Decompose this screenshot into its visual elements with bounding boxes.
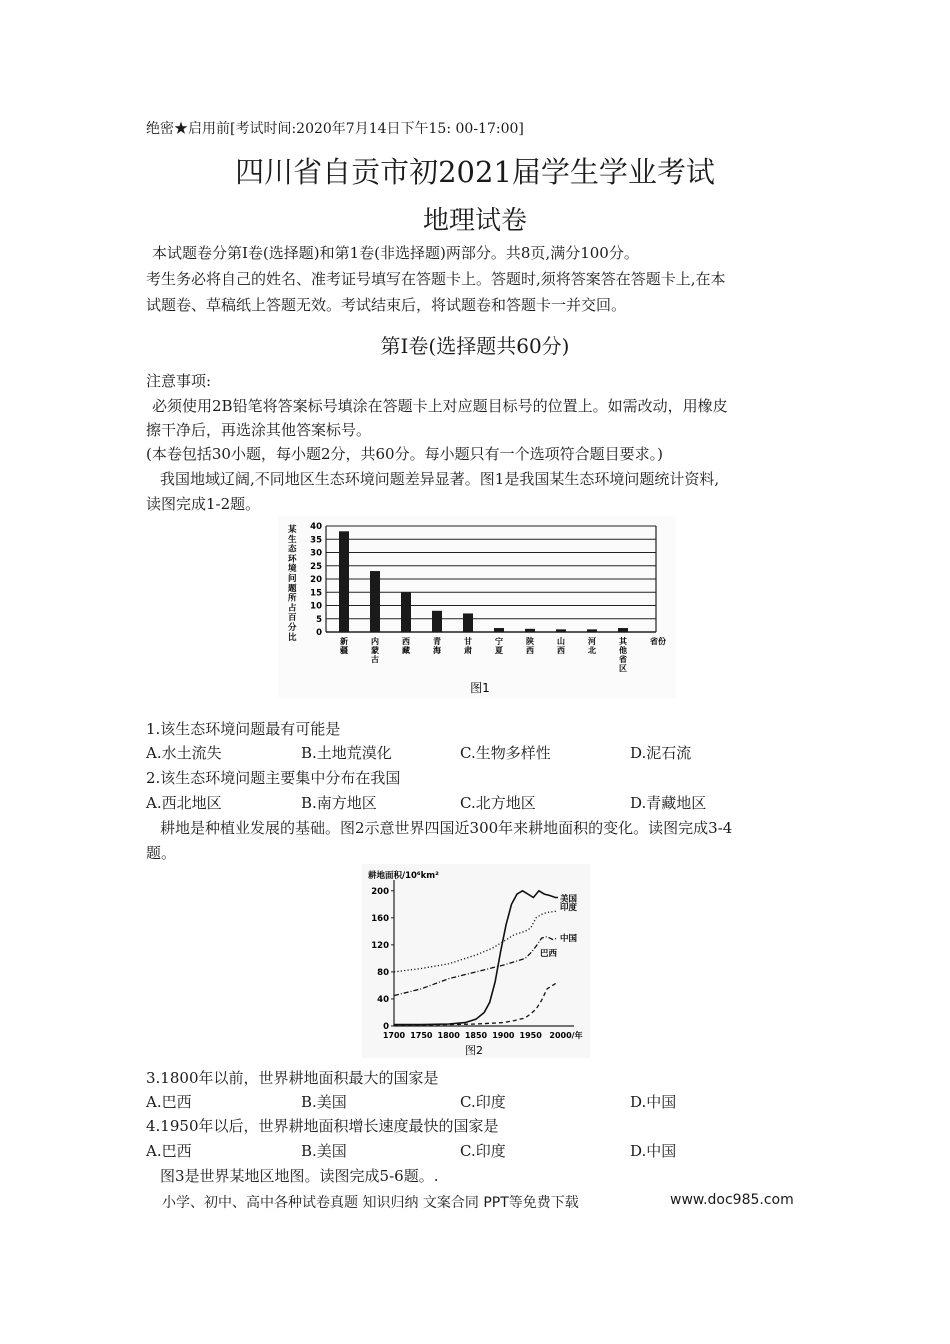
figure-2-series-label: 中国: [560, 934, 578, 945]
question-4-stem: 4.1950年以后，世界耕地面积增长速度最快的国家是: [146, 1117, 499, 1135]
figure-1-ytick-label: 5: [316, 614, 322, 625]
figure-1-bar: [587, 629, 597, 632]
q3-option-c: C.印度: [460, 1093, 506, 1111]
subject-title: 地理试卷: [422, 206, 527, 236]
figure-1-bar: [401, 592, 411, 632]
figure-2-ytick-label: 0: [383, 1022, 389, 1032]
question-3-stem: 3.1800年以前，世界耕地面积最大的国家是: [146, 1069, 439, 1087]
figure-1-bar: [432, 611, 442, 632]
passage3: 图3是世界某地区地图。读图完成5-6题。.: [160, 1167, 439, 1185]
figure-2-ytick-label: 40: [377, 994, 389, 1005]
question-2-stem: 2.该生态环境问题主要集中分布在我国: [146, 769, 401, 787]
passage2-line-2: 题。: [146, 844, 177, 862]
figure-1-bar: [463, 613, 473, 632]
figure-1-ylabel: 某生态环境问题所占百分比: [288, 525, 297, 643]
figure-1-bar: [494, 628, 504, 632]
question-1-stem: 1.该生态环境问题最有可能是: [146, 720, 341, 738]
figure-1-category-label: 宁夏: [495, 637, 503, 655]
figure-2-xtick-label: 1850: [464, 1031, 488, 1040]
q3-option-a: A.巴西: [146, 1093, 192, 1111]
passage1-line-2: 读图完成1-2题。: [146, 495, 261, 513]
figure-1-category-label: 青海: [433, 637, 441, 655]
figure-2-series-label: 美国: [560, 894, 578, 905]
figure-1-ytick-label: 35: [310, 535, 322, 546]
figure-2-xtick-label: 1900: [492, 1031, 515, 1040]
figure-1-bar-chart: [278, 516, 676, 698]
figure-1-category-label: 西藏: [402, 637, 410, 655]
notice-line-1: 必须使用2B铅笔将答案标号填涂在答题卡上对应题目标号的位置上。如需改动，用橡皮: [152, 397, 728, 415]
notice-line-2: 擦干净后，再选涂其他答案标号。: [146, 421, 372, 439]
q1-option-b: B.土地荒漠化: [301, 744, 392, 762]
figure-1-category-label: 内蒙古: [371, 637, 379, 664]
figure-2-ytick-label: 200: [371, 886, 389, 897]
figure-2-xtick-label: 1800: [437, 1031, 460, 1040]
figure-1-caption: 图1: [470, 681, 490, 695]
footer-site: www.doc985.com: [670, 1192, 794, 1208]
q1-option-d: D.泥石流: [630, 744, 692, 762]
figure-2-series-label: 巴西: [540, 949, 558, 960]
figure-1-category-label: 新疆: [340, 637, 348, 655]
figure-1-category-label: 河北: [588, 637, 596, 655]
figure-2-caption: 图2: [465, 1044, 483, 1057]
passage1-line-1: 我国地域辽阔,不同地区生态环境问题差异显著。图1是我国某生态环境问题统计资料,: [160, 470, 720, 488]
q4-option-d: D.中国: [630, 1142, 677, 1160]
figure-1-bar: [525, 629, 535, 632]
figure-2-xtick-label: 1950: [519, 1031, 542, 1040]
figure-1-bar: [556, 629, 566, 632]
passage2-line-1: 耕地是种植业发展的基础。图2示意世界四国近300年来耕地面积的变化。读图完成3-4: [160, 819, 733, 837]
figure-2-xtick-label: 2000/年: [549, 1031, 583, 1040]
intro-line-3: 试题卷、草稿纸上答题无效。考试结束后，将试题卷和答题卡一并交回。: [146, 296, 627, 314]
q4-option-c: C.印度: [460, 1142, 506, 1160]
q2-option-b: B.南方地区: [301, 794, 377, 812]
figure-1-ytick-label: 25: [310, 561, 322, 572]
q4-option-a: A.巴西: [146, 1142, 192, 1160]
notice-label: 注意事项:: [146, 372, 212, 390]
figure-1-ytick-label: 20: [310, 575, 322, 585]
q2-option-a: A.西北地区: [146, 794, 222, 812]
figure-2-ytick-label: 80: [377, 967, 389, 978]
q1-option-a: A.水土流失: [146, 744, 222, 762]
figure-2-ylabel: 耕地面积/10⁶km²: [368, 871, 439, 881]
figure-1-bar: [618, 628, 628, 632]
figure-1-category-label: 甘肃: [464, 637, 472, 655]
figure-2-xtick-label: 1750: [410, 1031, 433, 1040]
intro-line-1: 本试题卷分第Ⅰ卷(选择题)和第1卷(非选择题)两部分。共8页,满分100分。: [152, 244, 639, 262]
figure-1-ytick-label: 0: [316, 628, 322, 638]
confidential-line: 绝密★启用前[考试时间:2020年7月14日下午15: 00-17:00]: [146, 121, 524, 137]
section-title: 第Ⅰ卷(选择题共60分): [380, 334, 570, 358]
figure-2-ytick-label: 160: [371, 913, 389, 924]
figure-2-ytick-label: 120: [371, 940, 389, 951]
q3-option-d: D.中国: [630, 1093, 677, 1111]
exam-title: 四川省自贡市初2021届学生学业考试: [235, 155, 715, 189]
figure-1-category-label: 陕西: [526, 637, 534, 655]
figure-1-category-label: 山西: [557, 637, 565, 655]
figure-2-line-chart: [362, 864, 590, 1058]
q4-option-b: B.美国: [301, 1142, 347, 1160]
figure-1-xlabel: 省份: [650, 637, 666, 646]
figure-1-ytick-label: 10: [310, 601, 322, 612]
figure-2-xtick-label: 1700: [382, 1031, 406, 1040]
footer-text: 小学、初中、高中各种试卷真题 知识归纳 文案合同 PPT等免费下载: [162, 1195, 579, 1211]
q3-option-b: B.美国: [301, 1093, 347, 1111]
figure-2-series-label: 印度: [560, 903, 578, 914]
figure-1-category-label: 其他省区: [619, 637, 627, 673]
figure-1-ytick-label: 15: [310, 588, 322, 599]
intro-line-2: 考生务必将自己的姓名、准考证号填写在答题卡上。答题时,须将答案答在答题卡上,在本: [146, 270, 726, 288]
figure-1-bar: [370, 571, 380, 632]
figure-1-ytick-label: 40: [310, 522, 322, 532]
q1-option-c: C.生物多样性: [460, 744, 551, 762]
figure-1-bar: [339, 531, 349, 632]
figure-1-ytick-label: 30: [310, 548, 322, 559]
q2-option-c: C.北方地区: [460, 794, 536, 812]
q2-option-d: D.青藏地区: [630, 794, 707, 812]
notice-line-3: (本卷包括30小题，每小题2分，共60分。每小题只有一个选项符合题目要求。): [146, 445, 663, 463]
